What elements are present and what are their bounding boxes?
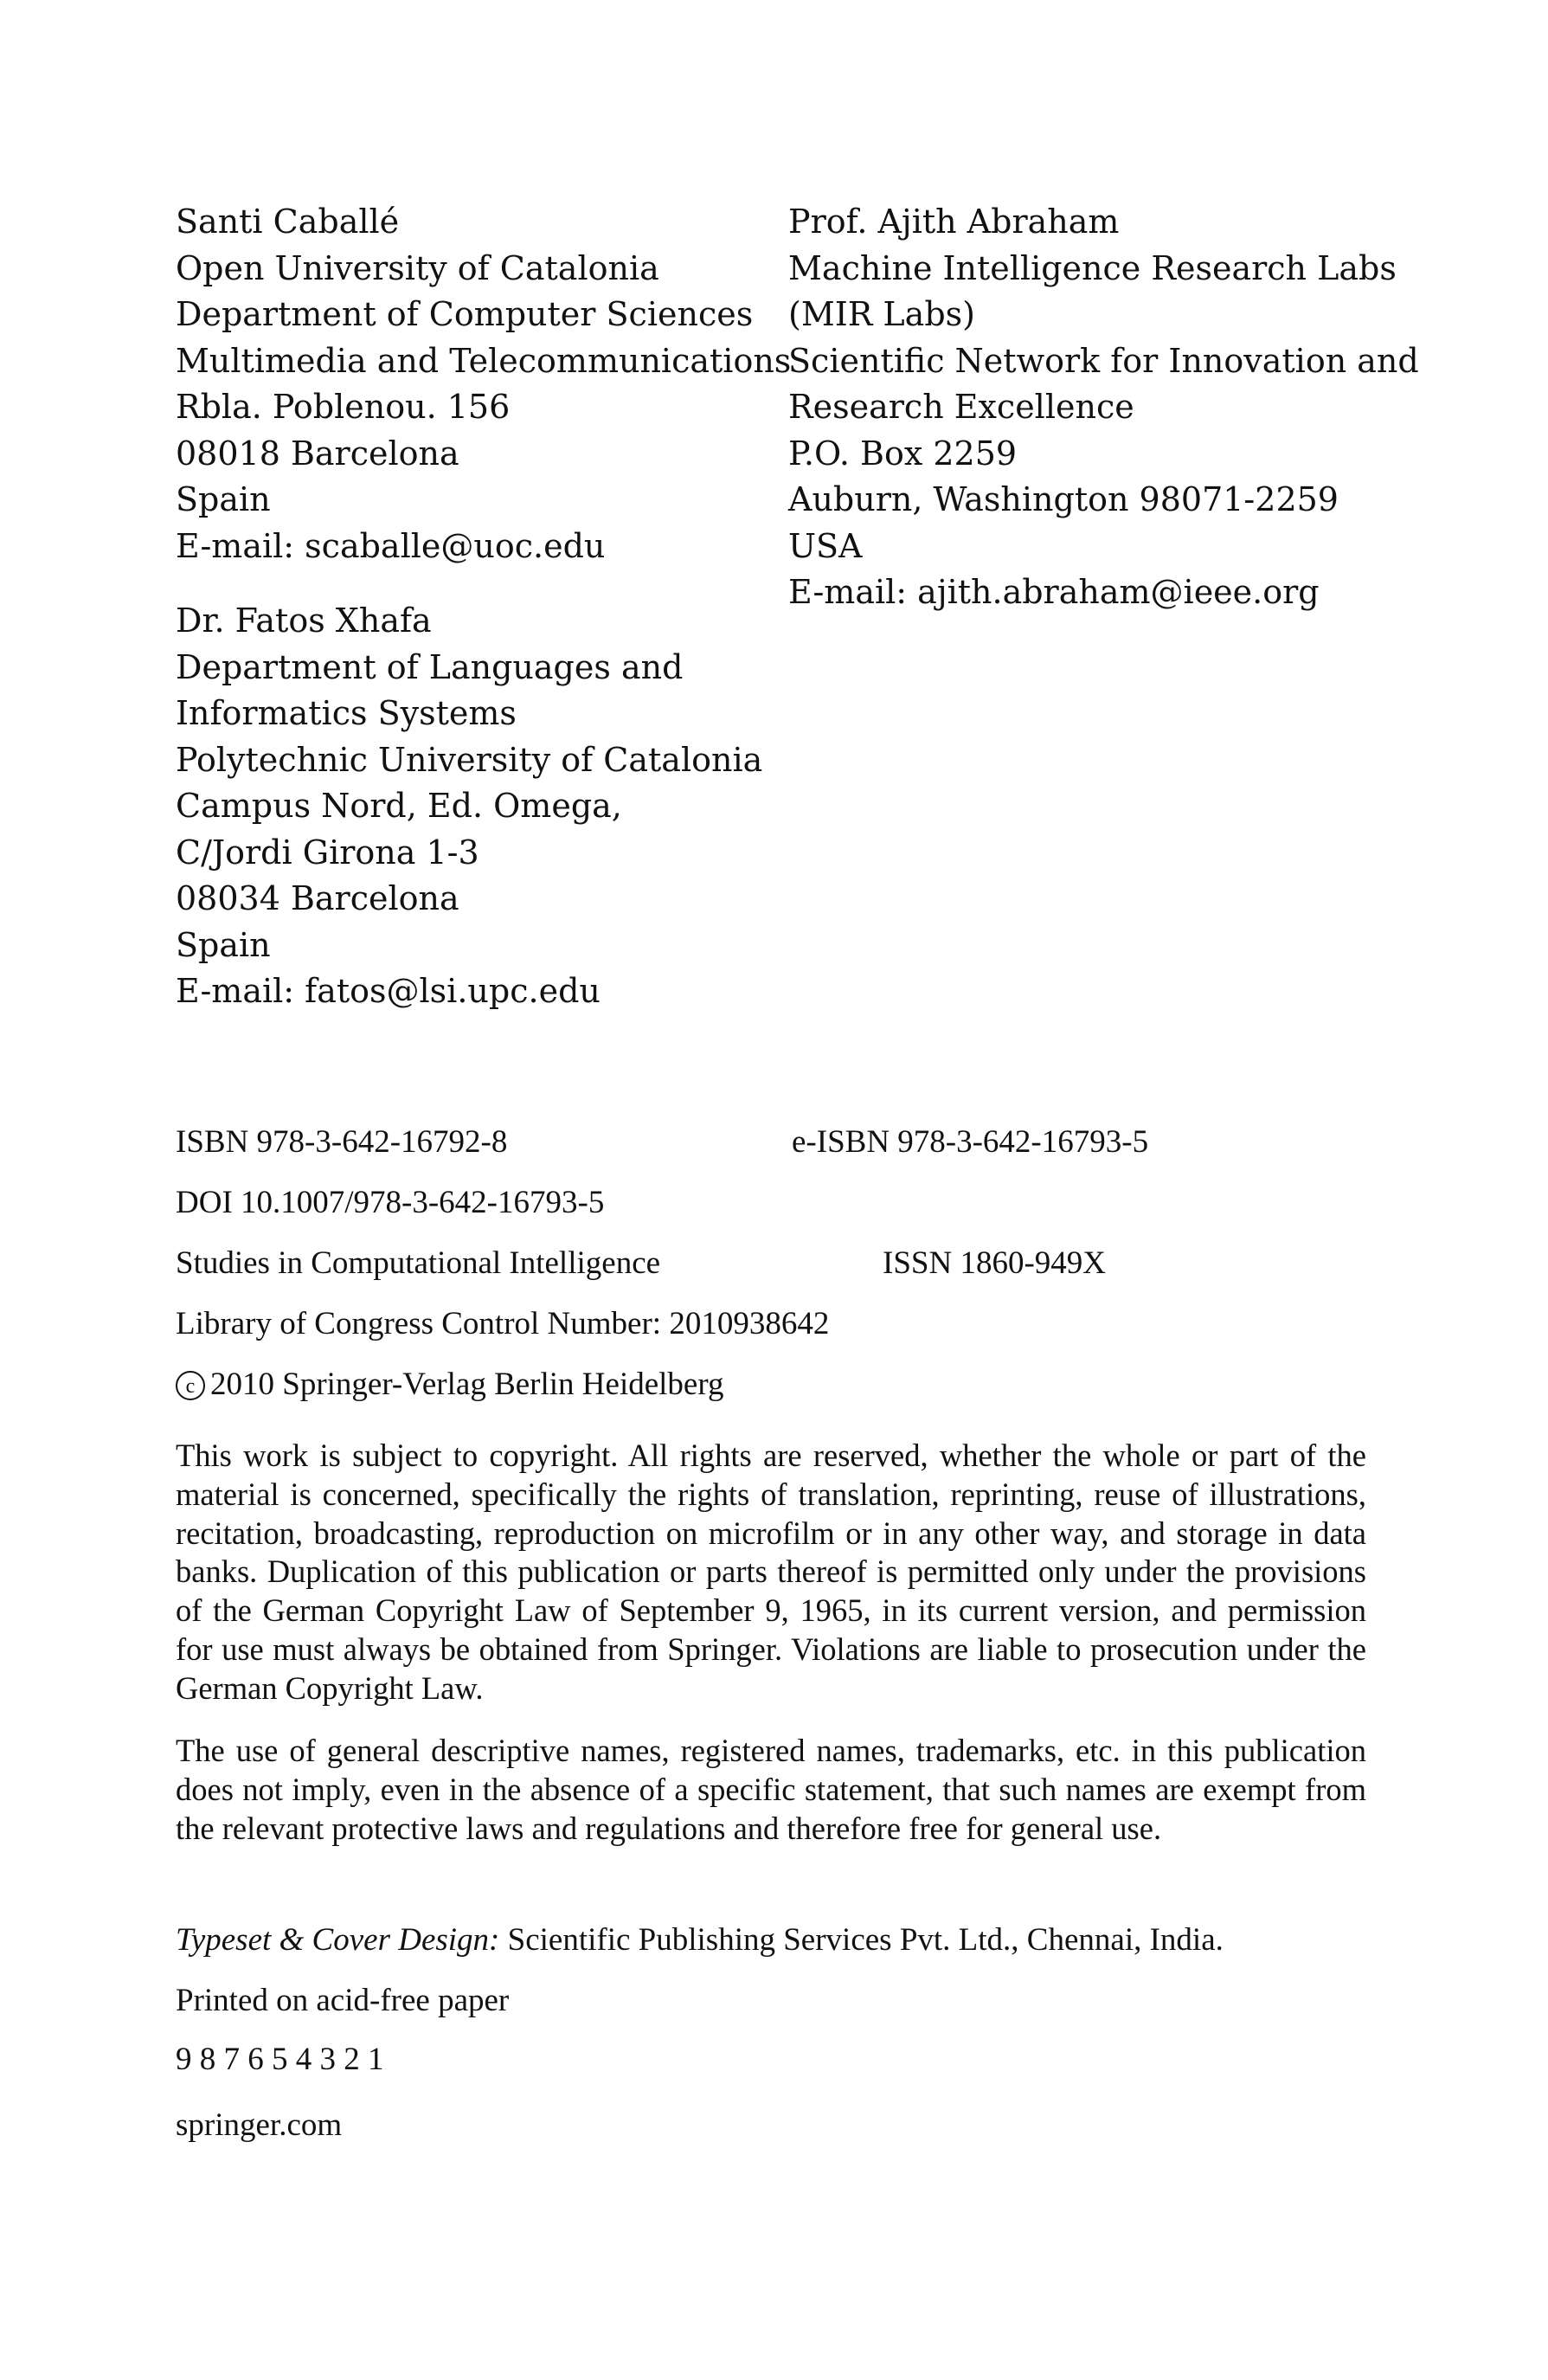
- copyright-text: 2010 Springer-Verlag Berlin Heidelberg: [210, 1367, 724, 1402]
- doi: DOI 10.1007/978-3-642-16793-5: [176, 1185, 605, 1220]
- typeset-label: Typeset & Cover Design:: [176, 1922, 500, 1958]
- address-line: Open University of Catalonia: [176, 248, 659, 287]
- trademark-paragraph: The use of general descriptive names, registered names, trademarks, etc. in this publication does not imply, even in the absence of a specific statement, that such names are exempt from the relevant protective laws and regulations and therefore free for general use.: [176, 1733, 1366, 1846]
- address-line: Department of Computer Sciences: [176, 295, 754, 333]
- email-line: E-mail: ajith.abraham@ieee.org: [788, 573, 1320, 611]
- address-line: Rbla. Poblenou. 156: [176, 388, 511, 426]
- email-line: E-mail: scaballe@uoc.edu: [176, 526, 606, 565]
- address-line: Research Excellence: [788, 388, 1134, 426]
- address-line: Spain: [176, 480, 271, 518]
- address-line: Spain: [176, 925, 271, 964]
- lccn: Library of Congress Control Number: 2010938642: [176, 1306, 830, 1341]
- address-line: USA: [788, 526, 863, 565]
- website: springer.com: [176, 2107, 343, 2143]
- address-line: 08018 Barcelona: [176, 434, 459, 473]
- editor-address-xhafa: [176, 598, 762, 1015]
- editor-name: Prof. Ajith Abraham: [788, 203, 1120, 241]
- eisbn: e-ISBN 978-3-642-16793-5: [792, 1124, 1149, 1160]
- address-line: Department of Languages and: [176, 647, 684, 686]
- typeset-line: [176, 1921, 1224, 1959]
- address-line: C/Jordi Girona 1-3: [176, 833, 479, 872]
- print-line: 9 8 7 6 5 4 3 2 1: [176, 2042, 384, 2077]
- address-line: Multimedia and Telecommunications: [176, 341, 792, 380]
- editor-name: Santi Caballé: [176, 203, 400, 241]
- editor-name: Dr. Fatos Xhafa: [176, 601, 432, 640]
- address-line: Scientific Network for Innovation and: [788, 341, 1419, 380]
- copyright-paragraph: This work is subject to copyright. All rights are reserved, whether the whole or part of the material is concerned, specifically the rights of translation, reprinting, reuse of illustrations, recitation, broadcasting, reproduction on microfilm or in any other way, and storage in data banks. Duplication of this publication or parts thereof is permitted only under the provisions of the German Copyright Law of September 9, 1965, in its current version, and permission for use must always be obtained from Springer. Violations are liable to prosecution under the German Copyright Law.: [176, 1438, 1366, 1706]
- copyright-line: [176, 1366, 724, 1403]
- issn: ISSN 1860-949X: [883, 1245, 1106, 1281]
- address-line: Polytechnic University of Catalonia: [176, 740, 763, 779]
- typeset-value: Scientific Publishing Services Pvt. Ltd., Chennai, India.: [507, 1922, 1224, 1958]
- paper-note: Printed on acid-free paper: [176, 1983, 510, 2018]
- address-line: Auburn, Washington 98071-2259: [788, 480, 1339, 518]
- address-line: P.O. Box 2259: [788, 434, 1018, 473]
- series-title: Studies in Computational Intelligence: [176, 1245, 661, 1281]
- editor-address-abraham: [788, 199, 1419, 616]
- address-line: Informatics Systems: [176, 694, 517, 732]
- isbn: ISBN 978-3-642-16792-8: [176, 1124, 508, 1160]
- address-line: Campus Nord, Ed. Omega,: [176, 787, 622, 825]
- address-line: 08034 Barcelona: [176, 879, 459, 917]
- address-line: (MIR Labs): [788, 295, 975, 333]
- address-line: Machine Intelligence Research Labs: [788, 248, 1397, 287]
- copyright-icon: c: [176, 1371, 205, 1400]
- email-line: E-mail: fatos@lsi.upc.edu: [176, 972, 601, 1010]
- editor-address-caballe: [176, 199, 791, 569]
